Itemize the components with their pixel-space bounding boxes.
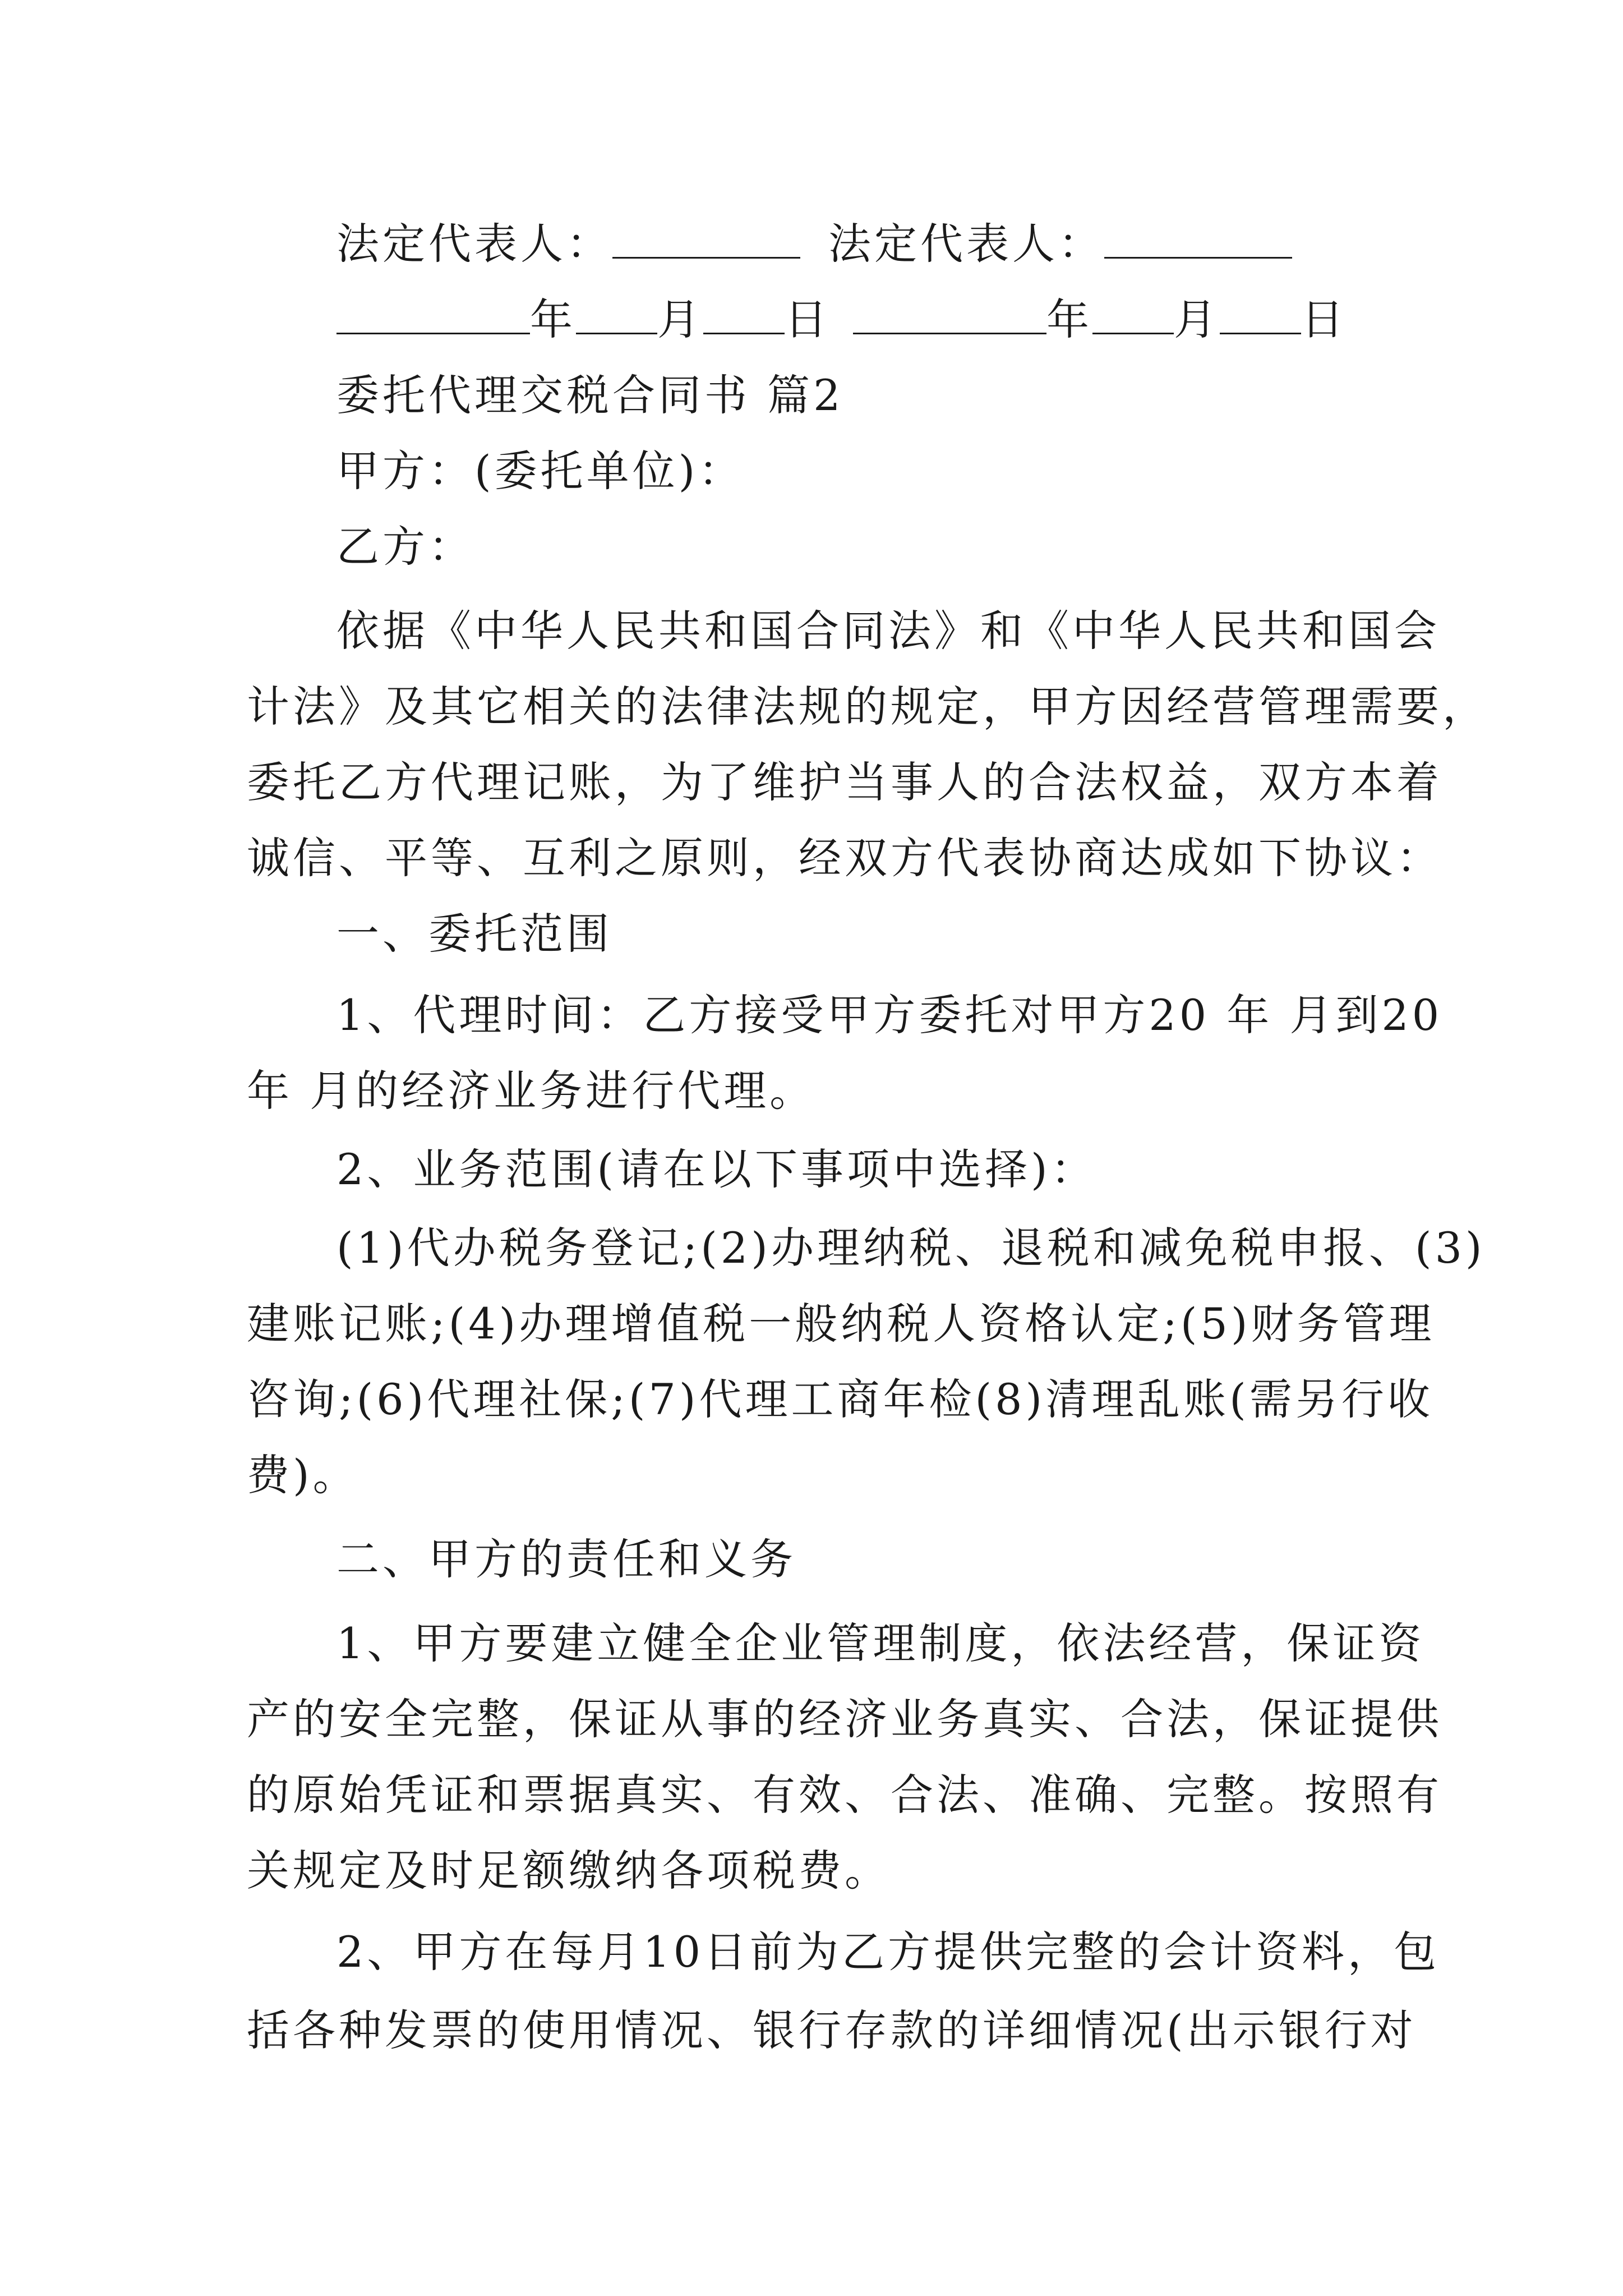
day-label-b: 日 — [1301, 295, 1347, 344]
s1-detail-line-2: 建账记账;(4)办理增值税一般纳税人资格认定;(5)财务管理 — [247, 1299, 1435, 1349]
day-label-a: 日 — [785, 295, 831, 344]
section2-title: 二、甲方的责任和义务 — [336, 1534, 796, 1584]
intro-line-4: 诚信、平等、互利之原则，经双方代表协商达成如下协议： — [247, 833, 1442, 883]
s1-detail-line-1: (1)代办税务登记;(2)办理纳税、退税和减免税申报、(3) — [336, 1223, 1486, 1273]
month-blank-a — [576, 293, 657, 334]
year-blank-b — [853, 293, 1046, 334]
party-a: 甲方：(委托单位)： — [336, 446, 745, 496]
rep-blank-a — [612, 218, 800, 259]
document-heading: 委托代理交税合同书 篇2 — [336, 370, 844, 420]
s1-item1-line-1: 1、代理时间：乙方接受甲方委托对甲方20 年 月到20 — [336, 990, 1443, 1040]
intro-line-3: 委托乙方代理记账，为了维护当事人的合法权益，双方本着 — [247, 757, 1442, 807]
s1-detail-line-3: 咨询;(6)代理社保;(7)代理工商年检(8)清理乱账(需另行收 — [247, 1374, 1433, 1424]
intro-line-2: 计法》及其它相关的法律法规的规定，甲方因经营管理需要， — [247, 682, 1488, 731]
s2-item1-line-4: 关规定及时足额缴纳各项税费。 — [247, 1846, 891, 1895]
party-b: 乙方： — [336, 522, 474, 572]
s1-item1-line-2: 年 月的经济业务进行代理。 — [247, 1066, 816, 1116]
rep-label-a: 法定代表人： — [336, 219, 612, 269]
s2-item1-line-2: 产的安全完整，保证从事的经济业务真实、合法，保证提供 — [247, 1694, 1442, 1744]
day-blank-a — [703, 293, 785, 334]
day-blank-b — [1220, 293, 1301, 334]
month-label-b: 月 — [1174, 295, 1220, 344]
s2-item1-line-3: 的原始凭证和票据真实、有效、合法、准确、完整。按照有 — [247, 1770, 1442, 1820]
year-blank-a — [336, 293, 530, 334]
month-label-a: 月 — [657, 295, 703, 344]
month-blank-b — [1092, 293, 1174, 334]
s1-detail-line-4: 费)。 — [247, 1450, 359, 1500]
s2-item2-line-2: 括各种发票的使用情况、银行存款的详细情况(出示银行对 — [247, 2005, 1417, 2055]
s1-item2: 2、业务范围(请在以下事项中选择)： — [336, 1144, 1097, 1194]
year-label-b: 年 — [1046, 295, 1092, 344]
year-label-a: 年 — [530, 295, 576, 344]
rep-label-b: 法定代表人： — [828, 219, 1104, 269]
signature-rep-line — [336, 216, 1292, 272]
section1-title: 一、委托范围 — [336, 909, 612, 959]
signature-date-line — [336, 292, 1347, 348]
intro-line-1: 依据《中华人民共和国合同法》和《中华人民共和国会 — [336, 606, 1440, 656]
s2-item2-line-1: 2、甲方在每月10日前为乙方提供完整的会计资料，包 — [336, 1927, 1440, 1977]
rep-blank-b — [1104, 218, 1292, 259]
s2-item1-line-1: 1、甲方要建立健全企业管理制度，依法经营，保证资 — [336, 1618, 1425, 1668]
